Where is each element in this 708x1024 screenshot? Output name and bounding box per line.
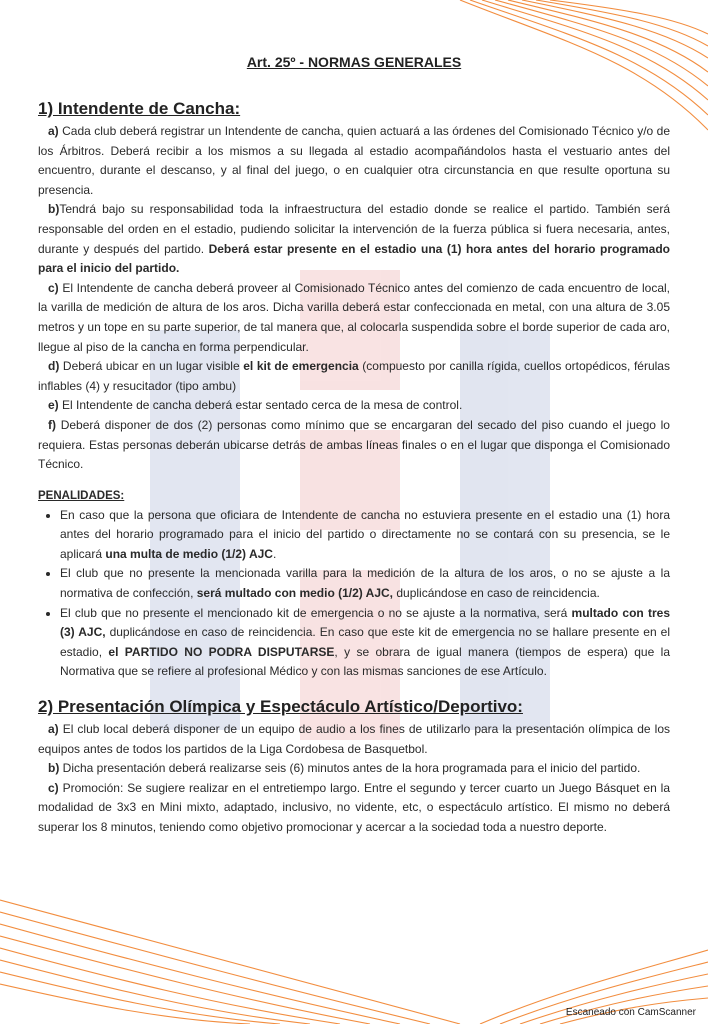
item-label: d) xyxy=(48,359,60,374)
penalty-bold: el PARTIDO NO PODRA DISPUTARSE xyxy=(108,644,335,659)
section-1-item-c xyxy=(38,279,670,357)
item-bold-text: el kit de emergencia xyxy=(243,359,359,374)
item-label: a) xyxy=(48,124,59,138)
item-bold-text: Deberá estar presente en el estadio una (1) hora antes del horario programado para el inicio del partido. xyxy=(38,241,670,276)
section-1-item-b xyxy=(38,200,670,278)
penalty-text: duplicándose en caso de reincidencia. En caso que este kit de emergencia no se hallare presente en el estadio, xyxy=(60,625,670,659)
item-text: Cada club deberá registrar un Intendente de cancha, quien actuará a las órdenes del Comisionado Técnico y/o de los Árbitros. Deberá recibir a los mismos a su llegada al estadio acompañándolos hasta el vestuario antes del encuentro, durante el descanso, y al final del juego, o en cualquier otra circunstancia en que resulte oportuna su presencia. xyxy=(38,124,670,197)
section-1-heading: 1) Intendente de Cancha: xyxy=(38,99,241,118)
penalty-text: duplicándose en caso de reincidencia. xyxy=(393,586,600,601)
penalty-bold: multado con tres (3) AJC, xyxy=(60,605,670,640)
section-1-item-d xyxy=(38,357,670,396)
item-text: Tendrá bajo su responsabilidad toda la infraestructura del estadio donde se realice el partido. También será responsable del orden en el estadio, pudiendo solicitar la intervención de la fuerza pública si fuera necesaria, antes, durante y después del partido. xyxy=(38,202,670,256)
penalty-item xyxy=(60,564,670,603)
item-label: b) xyxy=(48,761,60,776)
item-label: e) xyxy=(48,398,59,413)
penalty-text: En caso que la persona que oficiara de Intendente de cancha no estuviera presente en el estadio una (1) hora antes del horario programado para el inicio del partido o directamente no se contará con su presencia, se le aplicará xyxy=(60,507,670,561)
item-text: (compuesto por canilla rígida, cuellos ortopédicos, férulas inflables (4) y resucitador (tipo ambu) xyxy=(38,359,670,393)
penalty-bold: una multa de medio (1/2) AJC xyxy=(105,546,273,561)
item-text: El Intendente de cancha deberá proveer al Comisionado Técnico antes del comienzo de cada encuentro de local, la varilla de medición de altura de los aros. Dicha varilla deberá estar confeccionada en metal, con una altura de 3.05 metros y un tope en su parte superior, de tal manera que, al colocarla suspendida sobre el borde superior de cada aro, llegue al piso de la cancha en forma perpendicular. xyxy=(38,280,670,354)
item-text: Promoción: Se sugiere realizar en el entretiempo largo. Entre el segundo y tercer cuarto un Juego Básquet en la modalidad de 3x3 en Mini mixto, adaptado, inclusivo, no vidente, etc, o espectáculo artístico. El mismo no deberá superar los 8 minutos, teniendo como objetivo promocionar y acercar a la sociedad toda a nuestro deporte. xyxy=(38,780,670,834)
penalty-text: . xyxy=(272,546,277,561)
penalty-text: El club que no presente el mencionado kit de emergencia o no se ajuste a la normativa, será xyxy=(60,605,572,620)
section-2-item-a xyxy=(38,720,670,759)
section-2-heading: 2) Presentación Olímpica y Espectáculo Artístico/Deportivo: xyxy=(38,697,523,717)
item-label: a) xyxy=(48,722,59,737)
penalty-text: , y se obrara de igual manera (tiempos de espera) que la Normativa que se refiere al profesional Médico y con las mismas sanciones de ese Artículo. xyxy=(60,644,670,679)
document-page xyxy=(38,50,670,838)
section-1-item-e xyxy=(38,396,670,416)
section-1-item-a xyxy=(38,122,670,200)
penalty-text: El club que no presente la mencionada varilla para la medición de la altura de los aros, o no se ajuste a la normativa de confección, xyxy=(60,566,670,601)
section-2-item-c xyxy=(38,779,670,838)
penalty-item xyxy=(60,506,670,565)
item-label: f) xyxy=(48,417,56,432)
item-label: b) xyxy=(48,202,60,217)
article-title: Art. 25º - NORMAS GENERALES xyxy=(246,54,462,70)
penalty-bold: será multado con medio (1/2) AJC, xyxy=(196,586,394,601)
item-text: El club local deberá disponer de un equipo de audio a los fines de utilizarlo para la presentación olímpica de los equipos antes de todos los partidos de la Liga Cordobesa de Basquetbol. xyxy=(38,722,670,756)
item-label: c) xyxy=(48,280,59,295)
item-text: Deberá ubicar en un lugar visible xyxy=(62,359,244,374)
section-1-item-f xyxy=(38,416,670,475)
penalty-item xyxy=(60,604,670,682)
item-label: c) xyxy=(48,780,59,795)
section-2-item-b xyxy=(38,759,670,779)
penalties-heading: PENALIDADES: xyxy=(38,489,125,502)
penalties-list xyxy=(38,506,670,682)
item-text: Deberá disponer de dos (2) personas como mínimo que se encargaran del secado del piso cuando el juego lo requiera. Estas personas deberán ubicarse detrás de ambas líneas finales o en el lugar que disponga el Comisionado Técnico. xyxy=(38,417,670,472)
item-text: El Intendente de cancha deberá estar sentado cerca de la mesa de control. xyxy=(62,398,463,413)
scanner-watermark: Escaneado con CamScanner xyxy=(565,1007,696,1018)
item-text: Dicha presentación deberá realizarse seis (6) minutos antes de la hora programada para el inicio del partido. xyxy=(62,761,641,776)
